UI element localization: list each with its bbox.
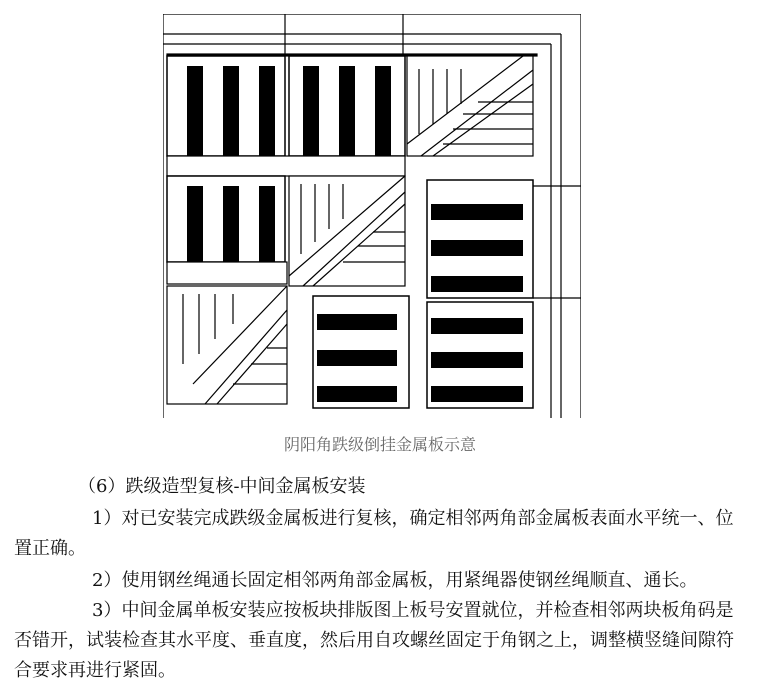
panel-block-bottom-mid bbox=[313, 296, 409, 408]
panel-block-bottom-right bbox=[427, 302, 533, 408]
panel-block-mid-diagonal bbox=[289, 176, 405, 286]
paragraph-step-2: 2）使用钢丝绳通长固定相邻两角部金属板，用紧绳器使钢丝绳顺直、通长。 bbox=[92, 570, 698, 591]
diagram-svg bbox=[163, 14, 581, 418]
metal-panel-diagram bbox=[163, 14, 581, 418]
panel-block-top-left bbox=[167, 56, 405, 156]
panel-block-mid-left bbox=[167, 176, 285, 262]
panel-block-right-upper bbox=[427, 180, 533, 298]
panel-block-top-right bbox=[407, 56, 533, 156]
paragraph-step-3: 3）中间金属单板安装应按板块排版图上板号安置就位，并检查相邻两块板角码是否错开，试装检查其水平度、垂直度，然后用自攻螺丝固定于角钢之上，调整横竖缝间隙符合要求再进行紧固。 bbox=[14, 600, 734, 681]
panel-block-bottom-left bbox=[167, 286, 287, 404]
section-heading: （6）跌级造型复核-中间金属板安装 bbox=[78, 476, 366, 497]
paragraph-step-1: 1）对已安装完成跌级金属板进行复核，确定相邻两角部金属板表面水平统一、位置正确。 bbox=[14, 508, 734, 559]
figure-caption: 阴阳角跌级倒挂金属板示意 bbox=[283, 435, 476, 454]
